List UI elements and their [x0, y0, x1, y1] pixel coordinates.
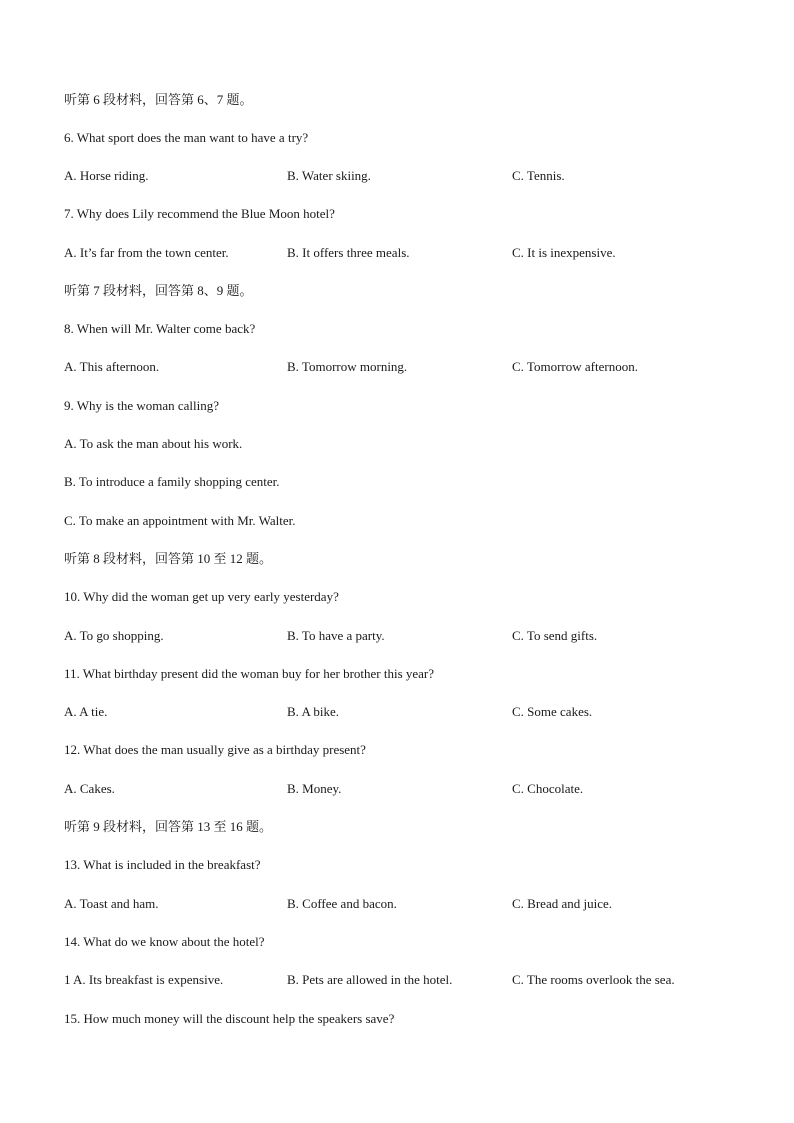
option-12c: C. Chocolate. [512, 781, 584, 796]
option-10b: B. To have a party. [287, 628, 385, 643]
section-header-6: 听第 6 段材料，回答第 6、7 题。 [64, 92, 253, 107]
option-13b: B. Coffee and bacon. [287, 896, 397, 911]
option-14c: C. The rooms overlook the sea. [512, 972, 675, 987]
option-7b: B. It offers three meals. [287, 245, 410, 260]
option-6b: B. Water skiing. [287, 168, 371, 183]
option-13c: C. Bread and juice. [512, 896, 612, 911]
option-6a: A. Horse riding. [64, 168, 149, 183]
option-8b: B. Tomorrow morning. [287, 359, 408, 374]
section-header-8: 听第 8 段材料，回答第 10 至 12 题。 [64, 551, 273, 566]
section-header-7: 听第 7 段材料，回答第 8、9 题。 [64, 283, 253, 298]
option-14b: B. Pets are allowed in the hotel. [287, 972, 453, 987]
question-10: 10. Why did the woman get up very early yesterday? [64, 589, 339, 604]
option-7a: A. It’s far from the town center. [64, 245, 229, 260]
option-6c: C. Tennis. [512, 168, 565, 183]
section-header-9: 听第 9 段材料，回答第 13 至 16 题。 [64, 819, 273, 834]
option-11c: C. Some cakes. [512, 704, 593, 719]
option-13a: A. Toast and ham. [64, 896, 159, 911]
option-9b: B. To introduce a family shopping center. [64, 474, 280, 489]
question-6: 6. What sport does the man want to have a try? [64, 130, 309, 145]
option-9a: A. To ask the man about his work. [64, 436, 243, 451]
question-13: 13. What is included in the breakfast? [64, 857, 261, 872]
option-11a: A. A tie. [64, 704, 108, 719]
option-11b: B. A bike. [287, 704, 340, 719]
option-10a: A. To go shopping. [64, 628, 164, 643]
option-12b: B. Money. [287, 781, 342, 796]
option-14a: 1 A. Its breakfast is expensive. [64, 972, 224, 987]
question-8: 8. When will Mr. Walter come back? [64, 321, 256, 336]
question-15: 15. How much money will the discount help the speakers save? [64, 1011, 395, 1026]
option-8a: A. This afternoon. [64, 359, 160, 374]
option-8c: C. Tomorrow afternoon. [512, 359, 638, 374]
option-9c: C. To make an appointment with Mr. Walter. [64, 513, 296, 528]
question-9: 9. Why is the woman calling? [64, 398, 220, 413]
option-12a: A. Cakes. [64, 781, 115, 796]
question-7: 7. Why does Lily recommend the Blue Moon hotel? [64, 206, 335, 221]
question-12: 12. What does the man usually give as a birthday present? [64, 742, 366, 757]
question-14: 14. What do we know about the hotel? [64, 934, 265, 949]
option-10c: C. To send gifts. [512, 628, 598, 643]
question-11: 11. What birthday present did the woman buy for her brother this year? [64, 666, 435, 681]
option-7c: C. It is inexpensive. [512, 245, 616, 260]
